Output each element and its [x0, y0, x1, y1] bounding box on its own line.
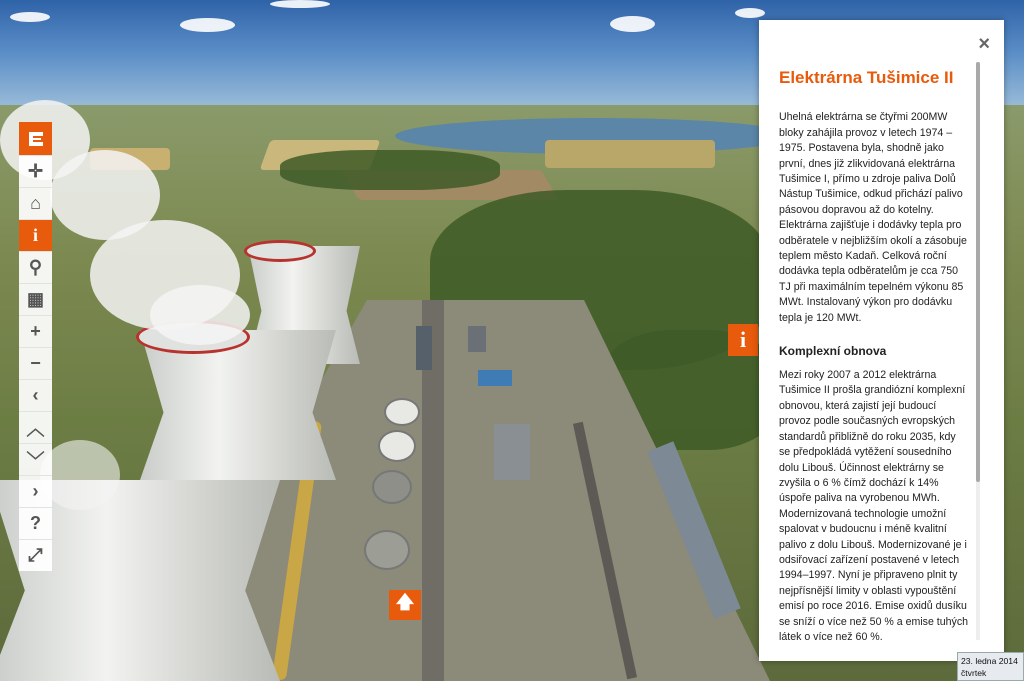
grid-button[interactable]: [19, 283, 52, 315]
clarifier-tank: [364, 530, 410, 570]
compass-button[interactable]: [19, 155, 52, 187]
cloud: [270, 0, 330, 8]
navigate-forward-hotspot[interactable]: 🡅: [389, 590, 421, 620]
forest: [280, 150, 500, 190]
panel-section-heading: Komplexní obnova: [779, 344, 887, 359]
storage-tank: [384, 398, 420, 426]
navigation-toolbar: [19, 122, 52, 571]
panel-title: Elektrárna Tušimice II: [779, 68, 954, 87]
cloud: [610, 16, 655, 32]
grid-icon: ▦: [26, 289, 44, 309]
cooling-tower-rim: [244, 240, 316, 262]
building: [468, 326, 486, 352]
clarifier-tank: [372, 470, 412, 504]
pan-up-icon: ︿: [26, 418, 45, 439]
info-icon: i: [32, 225, 38, 245]
info-panel: [759, 20, 1004, 661]
taskbar-clock[interactable]: [957, 652, 1024, 681]
cez-logo-icon[interactable]: [19, 122, 52, 155]
pan-down-icon: ﹀: [26, 450, 45, 471]
home-button[interactable]: [19, 187, 52, 219]
panel-content: [779, 68, 969, 645]
steam-plume: [150, 285, 250, 345]
person-pin-icon: ⚲: [28, 257, 43, 277]
cloud: [180, 18, 235, 32]
cloud: [10, 12, 50, 22]
building: [494, 424, 530, 480]
storage-tank: [378, 430, 416, 462]
zoom-out-icon: −: [30, 353, 41, 373]
zoom-in-button[interactable]: [19, 315, 52, 347]
panel-paragraph: Uhelná elektrárna se čtyřmi 200MW bloky zahájila provoz v letech 1974 – 1975. Postavena byla, shodně jako první, dnes již zlikvidovaná elektrárna Tušimice I, přímo u zdroje paliva Dolů Nástup Tušimice, odkud přichází palivo pásovou dopravou až do kotelny. Elektrárna zajišťuje i dodávky tepla pro odběratele v nejbližším okolí a zásobuje teplem město Kadaň. Celková roční dodávka tepla odběratelům je cca 750 TJ při maximálním tepelném výkonu 85 MWt. Instalovaný výkon pro dodávku tepla je 120 MWt.: [779, 111, 967, 324]
building: [478, 370, 512, 386]
zoom-out-button[interactable]: [19, 347, 52, 379]
info-hotspot[interactable]: i: [728, 324, 758, 356]
help-icon: ?: [30, 513, 41, 533]
panel-paragraph: Mezi roky 2007 a 2012 elektrárna Tušimice II prošla grandiózní komplexní obnovou, která zajistí její budoucí provoz podle současných evropských standardů přibližně do roku 2035, kdy se předpokládá vytěžení sousedního dolu Libouš. Účinnost elektrárny se zvyšila o 6 % čímž dochází k 14% úspoře paliva na vyrobenou MWh. Modernizovaná technologie umožní spalovat v budoucnu i méně kvalitní palivo z dolu Libouš. Modernizované je i odsiřovací zařízení postavené v letech 1994–1997. Nyní je připraveno plnit ty nejpřísnější limity v oblasti vypouštění emisí po roce 2016. Emise oxidů dusíku se sníží o více než 50 % a emise tuhých látek o více než 60 %.: [779, 369, 969, 643]
clock-date: 23. ledna 2014: [961, 656, 1018, 666]
zoom-in-icon: +: [30, 321, 41, 341]
building: [416, 326, 432, 370]
scrollbar-thumb[interactable]: [976, 62, 980, 482]
info-button[interactable]: [19, 219, 52, 251]
field: [545, 140, 715, 168]
pan-left-button[interactable]: [19, 379, 52, 411]
person-pin-button[interactable]: [19, 251, 52, 283]
pan-up-button[interactable]: [19, 411, 52, 443]
pan-right-icon: ›: [32, 481, 39, 501]
cez-logo-glyph: [26, 129, 46, 149]
compass-icon: ✛: [27, 161, 44, 181]
pan-down-button[interactable]: [19, 443, 52, 475]
pan-right-button[interactable]: [19, 475, 52, 507]
steam-plume: [40, 440, 120, 510]
help-button[interactable]: [19, 507, 52, 539]
pan-left-icon: ‹: [32, 385, 39, 405]
home-icon: ⌂: [30, 193, 41, 213]
cloud: [735, 8, 765, 18]
clock-day: čtvrtek: [961, 668, 987, 678]
fullscreen-button[interactable]: [19, 539, 52, 571]
close-icon[interactable]: ×: [978, 33, 990, 55]
fullscreen-icon: ⤢: [28, 545, 43, 565]
